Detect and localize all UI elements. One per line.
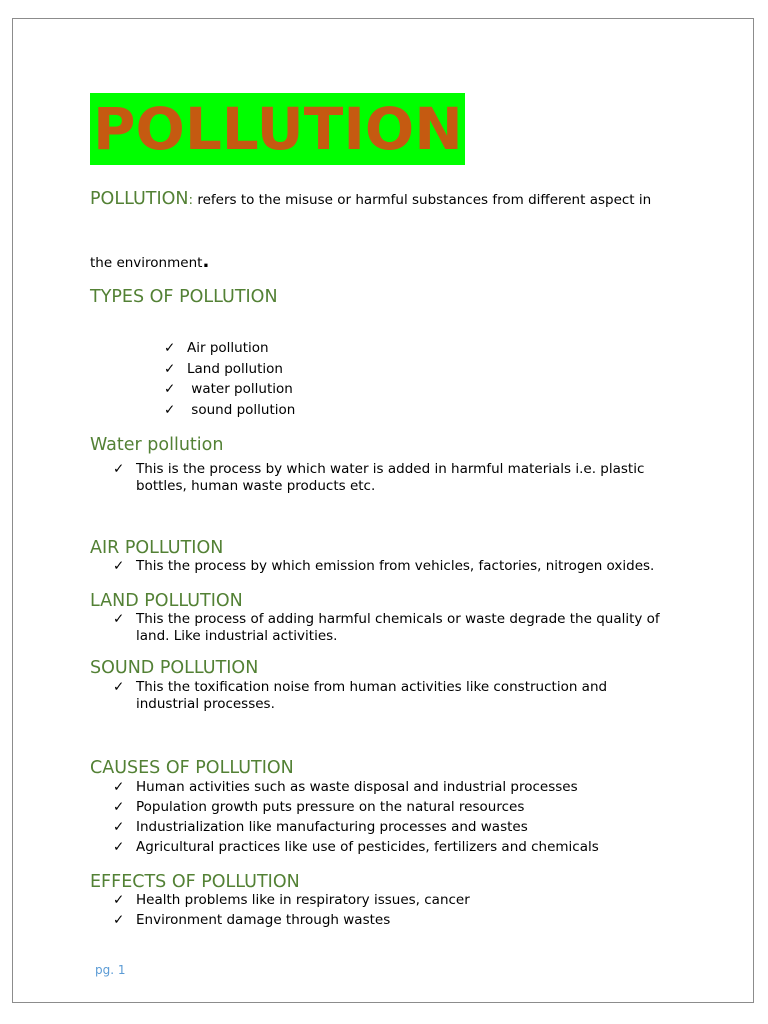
check-icon <box>113 797 136 817</box>
causes-list <box>113 777 736 857</box>
list-item-text: Population growth puts pressure on the natural resources <box>136 799 525 815</box>
page-number: pg. 1 <box>95 963 126 977</box>
check-icon <box>164 338 187 359</box>
intro-term: POLLUTION <box>90 189 189 209</box>
check-icon <box>113 837 136 857</box>
check-icon <box>113 777 136 797</box>
section-heading-water: Water pollution <box>90 435 224 455</box>
check-icon <box>113 910 136 930</box>
effects-list <box>113 890 736 930</box>
check-icon <box>164 359 187 380</box>
list-item <box>113 837 736 857</box>
sound-list <box>113 679 641 713</box>
list-item <box>113 910 736 930</box>
list-item-text: This is the process by which water is added in harmful materials i.e. plastic bottles, human waste products etc. <box>136 461 649 494</box>
section-heading-types: TYPES OF POLLUTION <box>90 287 278 307</box>
list-item <box>113 679 641 713</box>
intro-paragraph <box>90 188 651 211</box>
land-list <box>113 611 681 645</box>
check-icon <box>113 679 136 696</box>
check-icon <box>164 379 187 400</box>
list-item <box>113 777 736 797</box>
types-list <box>164 338 464 421</box>
list-item <box>113 890 736 910</box>
check-icon <box>113 890 136 910</box>
list-item <box>164 379 464 400</box>
document-title: POLLUTION <box>90 93 465 165</box>
intro-colon: : <box>188 192 194 208</box>
list-item-text: sound pollution <box>187 402 296 419</box>
check-icon <box>113 611 136 628</box>
list-item <box>164 400 464 421</box>
water-list <box>113 461 676 495</box>
list-item-text: This the process by which emission from vehicles, factories, nitrogen oxides. <box>136 558 655 574</box>
list-item <box>113 797 736 817</box>
list-item-text: Land pollution <box>187 360 283 377</box>
section-heading-sound: SOUND POLLUTION <box>90 658 259 678</box>
list-item-text: This the process of adding harmful chemicals or waste degrade the quality of land. Like industrial activities. <box>136 611 664 644</box>
list-item-text: Health problems like in respiratory issues, cancer <box>136 892 470 908</box>
section-heading-land: LAND POLLUTION <box>90 591 243 611</box>
list-item-text: Agricultural practices like use of pesticides, fertilizers and chemicals <box>136 839 599 855</box>
list-item <box>113 461 676 495</box>
list-item <box>164 359 464 380</box>
intro-continuation-period: . <box>202 251 210 272</box>
check-icon <box>113 558 136 575</box>
list-item-text: water pollution <box>187 381 293 398</box>
section-heading-causes: CAUSES OF POLLUTION <box>90 758 294 778</box>
section-heading-effects: EFFECTS OF POLLUTION <box>90 872 300 892</box>
list-item-text: This the toxification noise from human activities like construction and industrial processes. <box>136 679 612 712</box>
intro-definition: refers to the misuse or harmful substances from different aspect in <box>197 192 652 208</box>
list-item-text: Air pollution <box>187 340 269 356</box>
list-item <box>164 338 464 359</box>
intro-continuation <box>90 253 209 272</box>
list-item <box>113 817 736 837</box>
section-heading-air: AIR POLLUTION <box>90 538 224 558</box>
check-icon <box>113 461 136 478</box>
air-list <box>113 558 736 575</box>
list-item-text: Environment damage through wastes <box>136 912 391 928</box>
intro-continuation-text: the environment <box>90 255 203 271</box>
check-icon <box>113 817 136 837</box>
list-item-text: Human activities such as waste disposal and industrial processes <box>136 779 578 795</box>
list-item <box>113 558 736 575</box>
list-item <box>113 611 681 645</box>
check-icon <box>164 400 187 421</box>
list-item-text: Industrialization like manufacturing processes and wastes <box>136 819 528 835</box>
